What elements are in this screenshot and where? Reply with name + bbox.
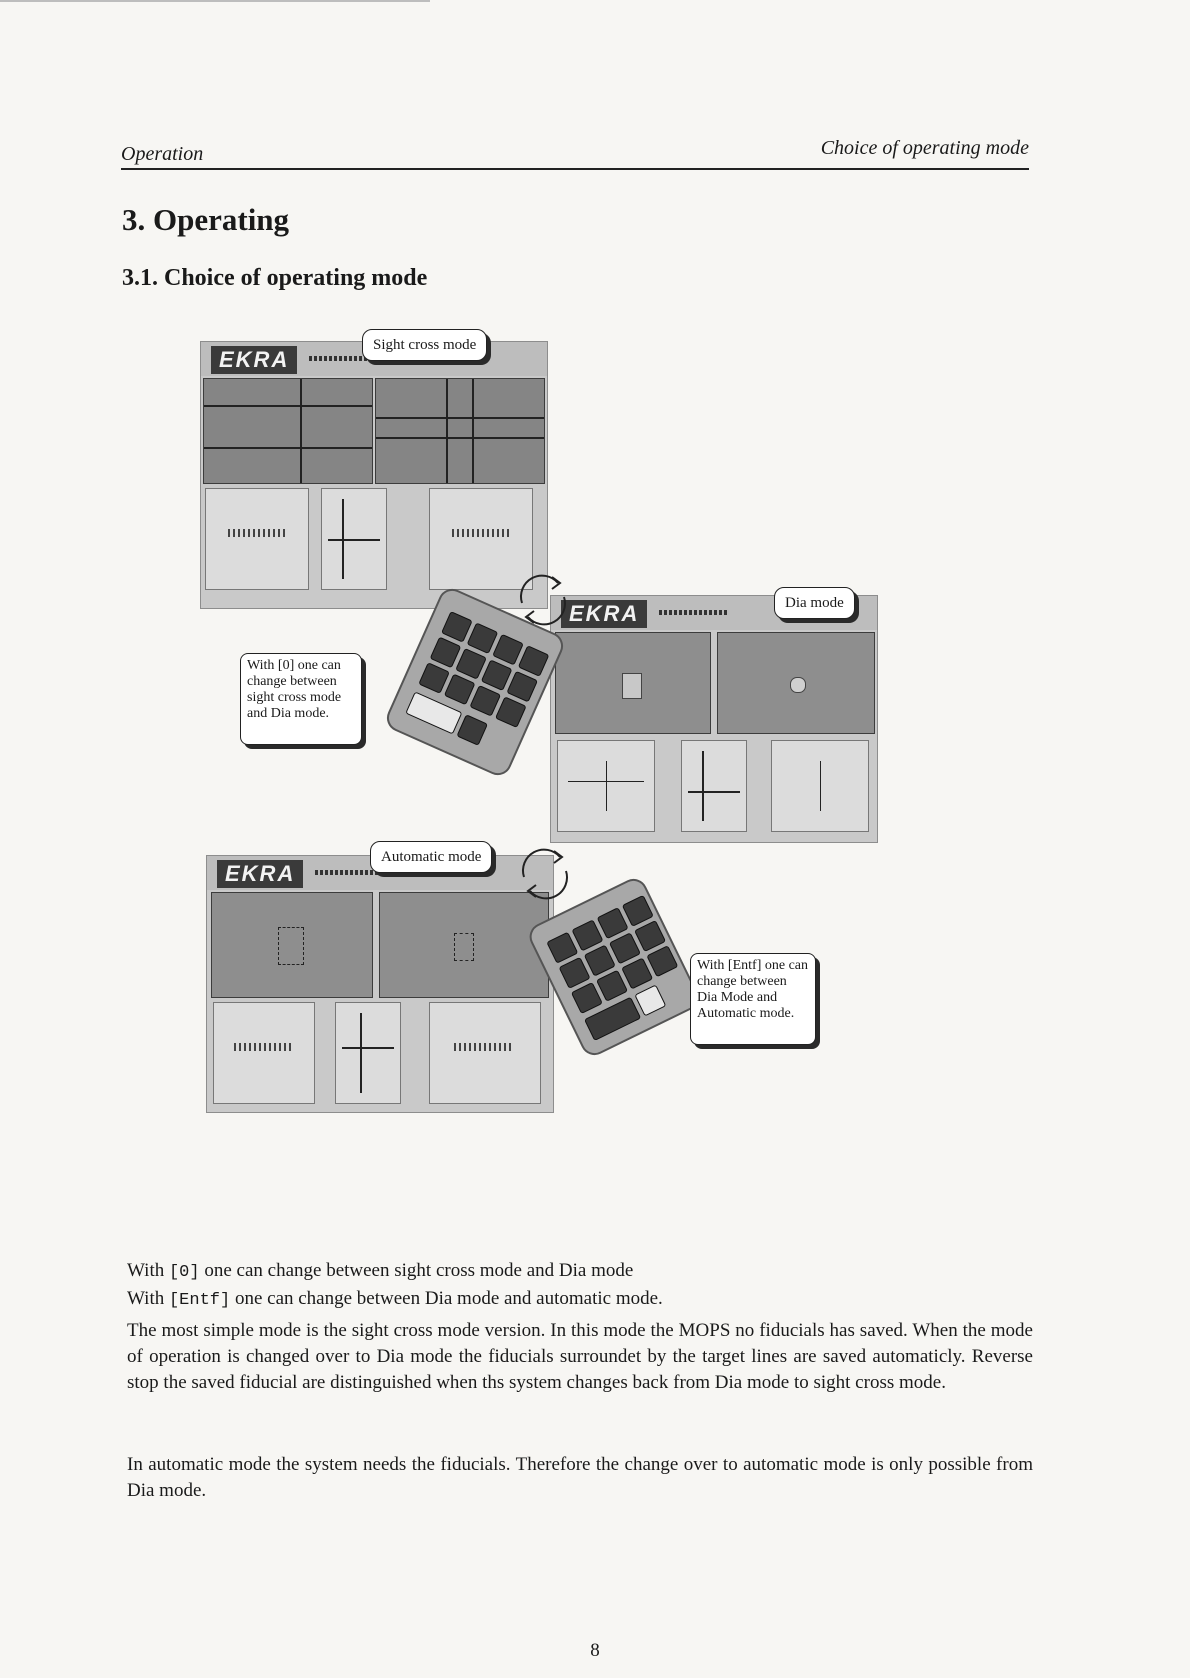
graph-pane-left — [205, 488, 309, 590]
ekra-logo: EKRA — [561, 600, 647, 628]
camera-pane-right — [379, 892, 549, 998]
camera-pane-left — [555, 632, 711, 734]
key-code-0: [0] — [168, 1263, 200, 1282]
camera-pane-right — [717, 632, 875, 734]
callout-key-entf: With [Entf] one can change between Dia Mode and Automatic mode. — [690, 953, 816, 1045]
graph-pane-center — [335, 1002, 401, 1104]
paragraph-sight-cross-explanation: The most simple mode is the sight cross mode version. In this mode the MOPS no fiducials has saved. When the mode of operation is changed over to Dia mode the fiducials surroundet by the target lines are saved automaticly. Reverse stop the saved fiducial are distinguished when ths system changes back from Dia mode to sight cross mode. — [127, 1320, 1033, 1393]
graph-pane-left — [213, 1002, 315, 1104]
camera-pane-left — [203, 378, 373, 484]
cycle-arrows-icon — [512, 569, 574, 631]
camera-pane-left — [211, 892, 373, 998]
paragraph-automatic-explanation: In automatic mode the system needs the fiducials. Therefore the change over to automatic mode is only possible from Dia mode. — [127, 1454, 1033, 1501]
screenshot-dia-mode — [550, 595, 878, 843]
graph-pane-left — [557, 740, 655, 832]
running-header — [121, 137, 1029, 170]
screenshot-sight-cross-mode — [200, 341, 548, 609]
key-entf — [634, 984, 666, 1016]
ekra-logo: EKRA — [217, 860, 303, 888]
instruction-key-entf: With [Entf] one can change between Dia mode and automatic mode. — [127, 1288, 663, 1310]
page-number: 8 — [590, 1640, 600, 1661]
screen-title-text — [659, 610, 729, 615]
screenshot-automatic-mode — [206, 855, 554, 1113]
graph-pane-right — [771, 740, 869, 832]
graph-pane-center — [681, 740, 747, 832]
label-automatic-mode: Automatic mode — [370, 841, 492, 873]
cycle-arrows-icon — [514, 843, 576, 905]
ekra-logo: EKRA — [211, 346, 297, 374]
heading-chapter: 3. Operating — [122, 202, 290, 237]
scan-artifact-line — [0, 0, 430, 2]
camera-pane-right — [375, 378, 545, 484]
graph-pane-center — [321, 488, 387, 590]
mode-diagram-figure — [190, 335, 950, 1175]
key-code-entf: [Entf] — [168, 1291, 231, 1310]
heading-section: 3.1. Choice of operating mode — [122, 265, 428, 291]
callout-key-0: With [0] one can change between sight cross mode and Dia mode. — [240, 653, 362, 745]
label-dia-mode: Dia mode — [774, 587, 855, 619]
key-instructions — [127, 1258, 1033, 1314]
instruction-key-0: With [0] one can change between sight cross mode and Dia mode — [127, 1260, 634, 1282]
header-rule — [121, 168, 1029, 170]
label-sight-cross-mode: Sight cross mode — [362, 329, 487, 361]
header-chapter-title: Choice of operating mode — [820, 137, 1029, 159]
header-section-title: Operation — [121, 143, 204, 165]
graph-pane-right — [429, 1002, 541, 1104]
